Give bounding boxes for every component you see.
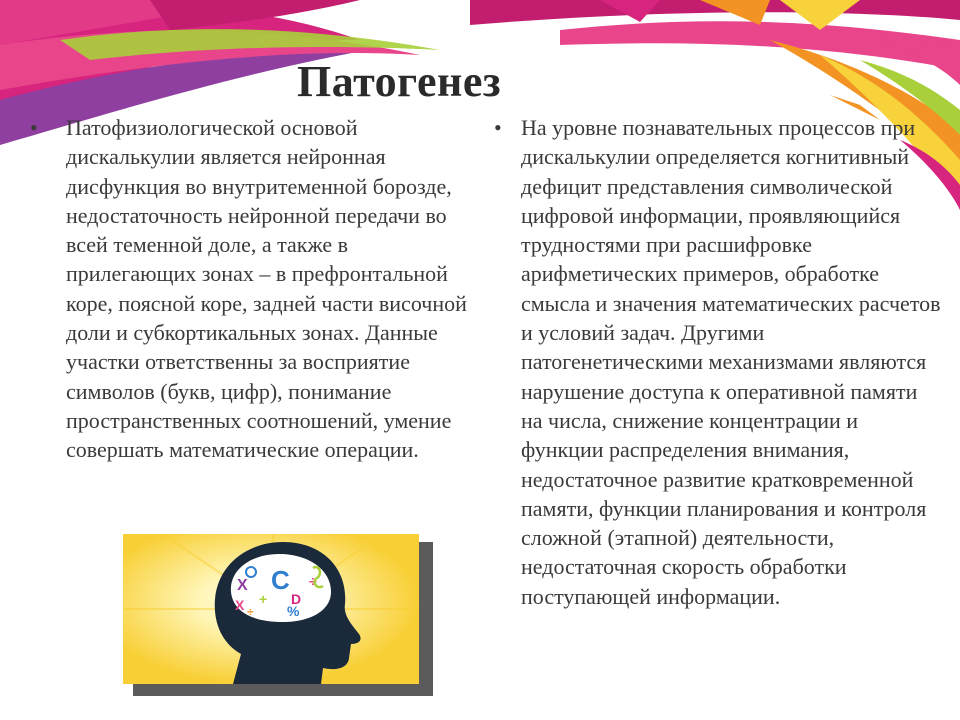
head-illustration <box>123 534 433 696</box>
brain-symbol: ÷ <box>247 605 254 619</box>
head-illustration-svg <box>123 534 433 696</box>
slide-title: Патогенез <box>297 57 502 106</box>
brain-symbol: + <box>259 591 268 607</box>
brain-symbol: D <box>291 591 302 607</box>
brain-symbol: C <box>271 565 290 595</box>
brain-symbol: % <box>287 603 300 619</box>
bullet-marker: • <box>30 115 38 140</box>
right-paragraph: На уровне познавательных процессов при дискалькулии определяется когнитивный дефицит представления символической цифровой информации, проявляющийся трудностями при расшифровке арифметических примеров, обработке смысла и значения математических расчетов и условий задач. Другими патогенетическими механизмами являются нарушение доступа к оперативной памяти на числа, снижение концентрации и функции распределения внимания, недостаточное развитие кратковременной памяти, функции планирования и контроля сложной (этапной) деятельности, недостаточная скорость обработки поступающей информации. <box>521 115 941 609</box>
brain-symbol: X <box>235 597 245 613</box>
brain-symbol: ÷ <box>309 573 317 589</box>
left-paragraph: Патофизиологической основой дискалькулии является нейронная дисфункция во внутритеменной борозде, недостаточность нейронной передачи во всей теменной доле, а также в прилегающих зонах – в префронтальной коре, поясной коре, задней части височной доли и субкортикальных зонах. Данные участки ответственны за восприятие символов (букв, цифр), понимание пространственных соотношений, умение совершать математические операции. <box>66 115 467 463</box>
bullet-marker: • <box>494 115 502 140</box>
brain-symbol: X <box>237 577 248 594</box>
